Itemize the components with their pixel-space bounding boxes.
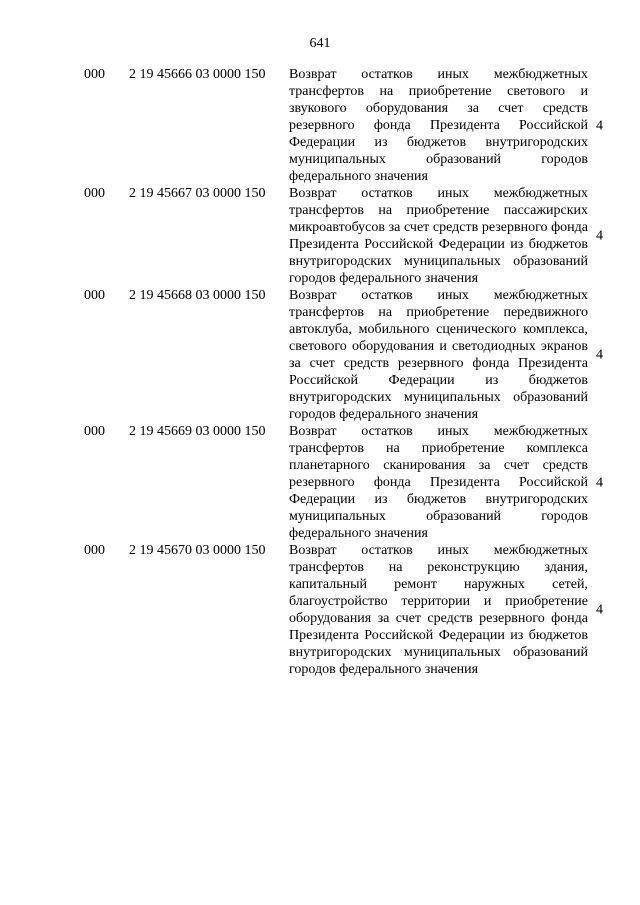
revenue-name: Возврат остатков иных межбюджетных трансфертов на приобретение передвижного автоклуба, мобильного сценического комплекса, светового оборудования и светодиодных экранов за счет средств резервного фонда Президента Российской Федерации из бюджетов внутригородских муниципальных образований городов федерального значения [289, 288, 588, 422]
classification-code: 2 19 45667 03 0000 150 [129, 186, 266, 201]
page-number: 641 [309, 36, 331, 51]
classification-code: 2 19 45669 03 0000 150 [129, 424, 266, 439]
table-row [0, 287, 640, 423]
administrator-code: 000 [84, 186, 105, 201]
revenue-name: Возврат остатков иных межбюджетных трансфертов на приобретение светового и звукового оборудования за счет средств резервного фонда Президента Российской Федерации из бюджетов внутригородских муниципальных образований городов федерального значения [289, 67, 588, 184]
budget-classification-table [0, 66, 640, 678]
norm-value: 4 [596, 228, 603, 244]
norm-value: 4 [596, 347, 603, 363]
administrator-code: 000 [84, 424, 105, 439]
classification-code: 2 19 45666 03 0000 150 [129, 67, 266, 82]
revenue-name: Возврат остатков иных межбюджетных трансфертов на реконструкцию здания, капитальный ремонт наружных сетей, благоустройство территории и приобретение оборудования за счет средств резервного фонда Президента Российской Федерации из бюджетов внутригородских муниципальных образований городов федерального значения [289, 543, 588, 677]
administrator-code: 000 [84, 288, 105, 303]
table-row [0, 542, 640, 678]
table-row [0, 423, 640, 542]
table-row [0, 66, 640, 185]
norm-value: 4 [596, 118, 603, 133]
classification-code: 2 19 45670 03 0000 150 [129, 543, 266, 558]
norm-value: 4 [596, 475, 603, 490]
administrator-code: 000 [84, 67, 105, 82]
revenue-name: Возврат остатков иных межбюджетных трансфертов на приобретение комплекса планетарного сканирования за счет средств резервного фонда Президента Российской Федерации из бюджетов внутригородских муниципальных образований городов федерального значения [289, 424, 588, 541]
table-row [0, 185, 640, 287]
norm-value: 4 [596, 602, 603, 618]
classification-code: 2 19 45668 03 0000 150 [129, 288, 266, 303]
administrator-code: 000 [84, 543, 105, 558]
revenue-name: Возврат остатков иных межбюджетных трансфертов на приобретение пассажирских микроавтобусов за счет средств резервного фонда Президента Российской Федерации из бюджетов внутригородских муниципальных образований городов федерального значения [289, 186, 588, 286]
